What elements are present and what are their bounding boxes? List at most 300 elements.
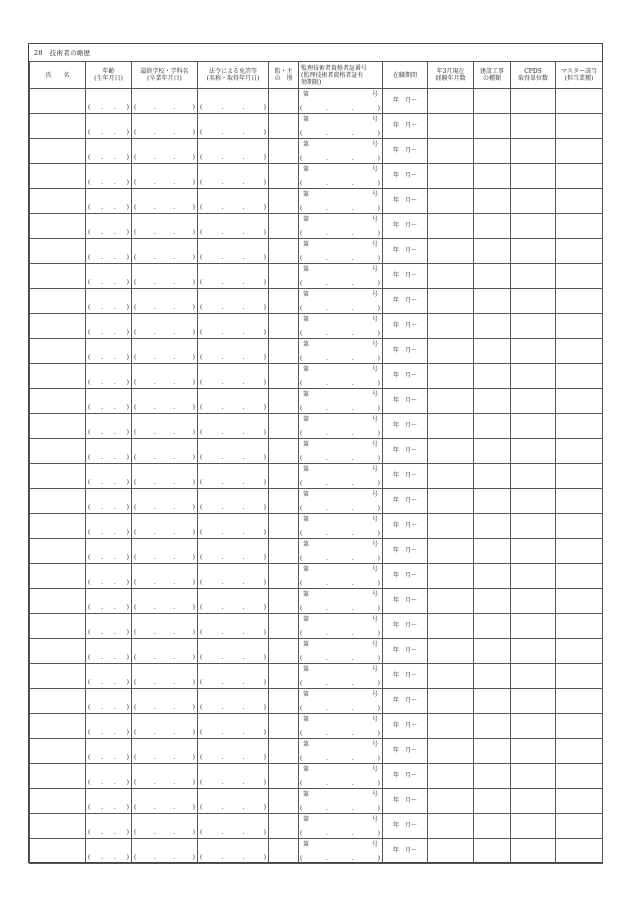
name-cell[interactable] bbox=[30, 139, 86, 164]
license-cell[interactable] bbox=[198, 414, 269, 439]
master-cell[interactable] bbox=[556, 164, 603, 189]
cpds-cell[interactable] bbox=[511, 114, 556, 139]
school-cell[interactable] bbox=[132, 664, 198, 689]
master-cell[interactable] bbox=[556, 789, 603, 814]
master-cell[interactable] bbox=[556, 464, 603, 489]
name-cell[interactable] bbox=[30, 739, 86, 764]
license-cell[interactable] bbox=[198, 189, 269, 214]
age-cell[interactable] bbox=[86, 164, 132, 189]
construction-cell[interactable] bbox=[474, 139, 511, 164]
license-cell[interactable] bbox=[198, 389, 269, 414]
school-cell[interactable] bbox=[132, 464, 198, 489]
cert-cell[interactable] bbox=[299, 114, 383, 139]
experience-cell[interactable] bbox=[428, 214, 474, 239]
supervisor-cell[interactable] bbox=[269, 614, 299, 639]
experience-cell[interactable] bbox=[428, 664, 474, 689]
cert-cell[interactable] bbox=[299, 214, 383, 239]
license-cell[interactable] bbox=[198, 164, 269, 189]
school-cell[interactable] bbox=[132, 839, 198, 864]
experience-cell[interactable] bbox=[428, 89, 474, 114]
name-cell[interactable] bbox=[30, 539, 86, 564]
experience-cell[interactable] bbox=[428, 239, 474, 264]
construction-cell[interactable] bbox=[474, 714, 511, 739]
age-cell[interactable] bbox=[86, 464, 132, 489]
school-cell[interactable] bbox=[132, 514, 198, 539]
cpds-cell[interactable] bbox=[511, 139, 556, 164]
cpds-cell[interactable] bbox=[511, 164, 556, 189]
construction-cell[interactable] bbox=[474, 114, 511, 139]
cert-cell[interactable] bbox=[299, 614, 383, 639]
school-cell[interactable] bbox=[132, 814, 198, 839]
license-cell[interactable] bbox=[198, 789, 269, 814]
experience-cell[interactable] bbox=[428, 139, 474, 164]
name-cell[interactable] bbox=[30, 589, 86, 614]
name-cell[interactable] bbox=[30, 364, 86, 389]
master-cell[interactable] bbox=[556, 439, 603, 464]
name-cell[interactable] bbox=[30, 189, 86, 214]
construction-cell[interactable] bbox=[474, 464, 511, 489]
license-cell[interactable] bbox=[198, 489, 269, 514]
school-cell[interactable] bbox=[132, 264, 198, 289]
supervisor-cell[interactable] bbox=[269, 214, 299, 239]
construction-cell[interactable] bbox=[474, 264, 511, 289]
tenure-cell[interactable] bbox=[383, 164, 428, 189]
license-cell[interactable] bbox=[198, 539, 269, 564]
cert-cell[interactable] bbox=[299, 514, 383, 539]
cpds-cell[interactable] bbox=[511, 364, 556, 389]
school-cell[interactable] bbox=[132, 764, 198, 789]
experience-cell[interactable] bbox=[428, 689, 474, 714]
license-cell[interactable] bbox=[198, 439, 269, 464]
experience-cell[interactable] bbox=[428, 189, 474, 214]
age-cell[interactable] bbox=[86, 314, 132, 339]
tenure-cell[interactable] bbox=[383, 214, 428, 239]
cert-cell[interactable] bbox=[299, 839, 383, 864]
master-cell[interactable] bbox=[556, 389, 603, 414]
experience-cell[interactable] bbox=[428, 489, 474, 514]
master-cell[interactable] bbox=[556, 689, 603, 714]
age-cell[interactable] bbox=[86, 539, 132, 564]
experience-cell[interactable] bbox=[428, 839, 474, 864]
tenure-cell[interactable] bbox=[383, 639, 428, 664]
license-cell[interactable] bbox=[198, 289, 269, 314]
tenure-cell[interactable] bbox=[383, 614, 428, 639]
tenure-cell[interactable] bbox=[383, 89, 428, 114]
license-cell[interactable] bbox=[198, 339, 269, 364]
master-cell[interactable] bbox=[556, 364, 603, 389]
tenure-cell[interactable] bbox=[383, 314, 428, 339]
name-cell[interactable] bbox=[30, 839, 86, 864]
supervisor-cell[interactable] bbox=[269, 639, 299, 664]
age-cell[interactable] bbox=[86, 589, 132, 614]
supervisor-cell[interactable] bbox=[269, 789, 299, 814]
construction-cell[interactable] bbox=[474, 364, 511, 389]
cert-cell[interactable] bbox=[299, 339, 383, 364]
age-cell[interactable] bbox=[86, 764, 132, 789]
master-cell[interactable] bbox=[556, 739, 603, 764]
experience-cell[interactable] bbox=[428, 564, 474, 589]
age-cell[interactable] bbox=[86, 564, 132, 589]
supervisor-cell[interactable] bbox=[269, 114, 299, 139]
license-cell[interactable] bbox=[198, 464, 269, 489]
master-cell[interactable] bbox=[556, 239, 603, 264]
master-cell[interactable] bbox=[556, 189, 603, 214]
supervisor-cell[interactable] bbox=[269, 514, 299, 539]
age-cell[interactable] bbox=[86, 514, 132, 539]
supervisor-cell[interactable] bbox=[269, 489, 299, 514]
license-cell[interactable] bbox=[198, 814, 269, 839]
cpds-cell[interactable] bbox=[511, 689, 556, 714]
cert-cell[interactable] bbox=[299, 564, 383, 589]
master-cell[interactable] bbox=[556, 89, 603, 114]
age-cell[interactable] bbox=[86, 664, 132, 689]
cert-cell[interactable] bbox=[299, 489, 383, 514]
master-cell[interactable] bbox=[556, 614, 603, 639]
name-cell[interactable] bbox=[30, 564, 86, 589]
cpds-cell[interactable] bbox=[511, 264, 556, 289]
school-cell[interactable] bbox=[132, 439, 198, 464]
name-cell[interactable] bbox=[30, 514, 86, 539]
license-cell[interactable] bbox=[198, 639, 269, 664]
name-cell[interactable] bbox=[30, 464, 86, 489]
master-cell[interactable] bbox=[556, 489, 603, 514]
cert-cell[interactable] bbox=[299, 439, 383, 464]
license-cell[interactable] bbox=[198, 514, 269, 539]
school-cell[interactable] bbox=[132, 339, 198, 364]
supervisor-cell[interactable] bbox=[269, 814, 299, 839]
license-cell[interactable] bbox=[198, 239, 269, 264]
cpds-cell[interactable] bbox=[511, 714, 556, 739]
school-cell[interactable] bbox=[132, 539, 198, 564]
cert-cell[interactable] bbox=[299, 289, 383, 314]
name-cell[interactable] bbox=[30, 664, 86, 689]
name-cell[interactable] bbox=[30, 339, 86, 364]
experience-cell[interactable] bbox=[428, 164, 474, 189]
school-cell[interactable] bbox=[132, 689, 198, 714]
supervisor-cell[interactable] bbox=[269, 564, 299, 589]
supervisor-cell[interactable] bbox=[269, 439, 299, 464]
experience-cell[interactable] bbox=[428, 114, 474, 139]
supervisor-cell[interactable] bbox=[269, 264, 299, 289]
cpds-cell[interactable] bbox=[511, 89, 556, 114]
cert-cell[interactable] bbox=[299, 689, 383, 714]
supervisor-cell[interactable] bbox=[269, 589, 299, 614]
cpds-cell[interactable] bbox=[511, 814, 556, 839]
school-cell[interactable] bbox=[132, 114, 198, 139]
master-cell[interactable] bbox=[556, 664, 603, 689]
cpds-cell[interactable] bbox=[511, 489, 556, 514]
license-cell[interactable] bbox=[198, 739, 269, 764]
cert-cell[interactable] bbox=[299, 639, 383, 664]
age-cell[interactable] bbox=[86, 689, 132, 714]
name-cell[interactable] bbox=[30, 389, 86, 414]
construction-cell[interactable] bbox=[474, 414, 511, 439]
cert-cell[interactable] bbox=[299, 164, 383, 189]
school-cell[interactable] bbox=[132, 489, 198, 514]
experience-cell[interactable] bbox=[428, 639, 474, 664]
construction-cell[interactable] bbox=[474, 239, 511, 264]
tenure-cell[interactable] bbox=[383, 739, 428, 764]
experience-cell[interactable] bbox=[428, 614, 474, 639]
license-cell[interactable] bbox=[198, 589, 269, 614]
construction-cell[interactable] bbox=[474, 789, 511, 814]
school-cell[interactable] bbox=[132, 639, 198, 664]
cert-cell[interactable] bbox=[299, 464, 383, 489]
tenure-cell[interactable] bbox=[383, 289, 428, 314]
cpds-cell[interactable] bbox=[511, 314, 556, 339]
supervisor-cell[interactable] bbox=[269, 739, 299, 764]
license-cell[interactable] bbox=[198, 614, 269, 639]
experience-cell[interactable] bbox=[428, 764, 474, 789]
tenure-cell[interactable] bbox=[383, 589, 428, 614]
age-cell[interactable] bbox=[86, 414, 132, 439]
tenure-cell[interactable] bbox=[383, 389, 428, 414]
experience-cell[interactable] bbox=[428, 339, 474, 364]
school-cell[interactable] bbox=[132, 414, 198, 439]
experience-cell[interactable] bbox=[428, 439, 474, 464]
experience-cell[interactable] bbox=[428, 464, 474, 489]
supervisor-cell[interactable] bbox=[269, 839, 299, 864]
cert-cell[interactable] bbox=[299, 89, 383, 114]
tenure-cell[interactable] bbox=[383, 839, 428, 864]
license-cell[interactable] bbox=[198, 89, 269, 114]
age-cell[interactable] bbox=[86, 439, 132, 464]
construction-cell[interactable] bbox=[474, 489, 511, 514]
master-cell[interactable] bbox=[556, 414, 603, 439]
age-cell[interactable] bbox=[86, 614, 132, 639]
tenure-cell[interactable] bbox=[383, 814, 428, 839]
license-cell[interactable] bbox=[198, 214, 269, 239]
license-cell[interactable] bbox=[198, 664, 269, 689]
cert-cell[interactable] bbox=[299, 539, 383, 564]
tenure-cell[interactable] bbox=[383, 239, 428, 264]
tenure-cell[interactable] bbox=[383, 789, 428, 814]
construction-cell[interactable] bbox=[474, 214, 511, 239]
supervisor-cell[interactable] bbox=[269, 464, 299, 489]
age-cell[interactable] bbox=[86, 639, 132, 664]
construction-cell[interactable] bbox=[474, 589, 511, 614]
cpds-cell[interactable] bbox=[511, 789, 556, 814]
construction-cell[interactable] bbox=[474, 814, 511, 839]
tenure-cell[interactable] bbox=[383, 114, 428, 139]
master-cell[interactable] bbox=[556, 839, 603, 864]
school-cell[interactable] bbox=[132, 739, 198, 764]
supervisor-cell[interactable] bbox=[269, 289, 299, 314]
master-cell[interactable] bbox=[556, 514, 603, 539]
name-cell[interactable] bbox=[30, 814, 86, 839]
experience-cell[interactable] bbox=[428, 514, 474, 539]
construction-cell[interactable] bbox=[474, 314, 511, 339]
cert-cell[interactable] bbox=[299, 314, 383, 339]
age-cell[interactable] bbox=[86, 89, 132, 114]
age-cell[interactable] bbox=[86, 489, 132, 514]
cpds-cell[interactable] bbox=[511, 589, 556, 614]
master-cell[interactable] bbox=[556, 314, 603, 339]
age-cell[interactable] bbox=[86, 264, 132, 289]
age-cell[interactable] bbox=[86, 389, 132, 414]
cpds-cell[interactable] bbox=[511, 464, 556, 489]
master-cell[interactable] bbox=[556, 539, 603, 564]
age-cell[interactable] bbox=[86, 139, 132, 164]
experience-cell[interactable] bbox=[428, 739, 474, 764]
tenure-cell[interactable] bbox=[383, 689, 428, 714]
age-cell[interactable] bbox=[86, 214, 132, 239]
license-cell[interactable] bbox=[198, 264, 269, 289]
construction-cell[interactable] bbox=[474, 739, 511, 764]
construction-cell[interactable] bbox=[474, 389, 511, 414]
school-cell[interactable] bbox=[132, 214, 198, 239]
school-cell[interactable] bbox=[132, 714, 198, 739]
cpds-cell[interactable] bbox=[511, 839, 556, 864]
tenure-cell[interactable] bbox=[383, 489, 428, 514]
supervisor-cell[interactable] bbox=[269, 339, 299, 364]
license-cell[interactable] bbox=[198, 839, 269, 864]
name-cell[interactable] bbox=[30, 789, 86, 814]
name-cell[interactable] bbox=[30, 164, 86, 189]
name-cell[interactable] bbox=[30, 439, 86, 464]
supervisor-cell[interactable] bbox=[269, 389, 299, 414]
school-cell[interactable] bbox=[132, 389, 198, 414]
cert-cell[interactable] bbox=[299, 589, 383, 614]
name-cell[interactable] bbox=[30, 314, 86, 339]
construction-cell[interactable] bbox=[474, 664, 511, 689]
cert-cell[interactable] bbox=[299, 664, 383, 689]
construction-cell[interactable] bbox=[474, 639, 511, 664]
cert-cell[interactable] bbox=[299, 264, 383, 289]
cert-cell[interactable] bbox=[299, 139, 383, 164]
cert-cell[interactable] bbox=[299, 389, 383, 414]
cpds-cell[interactable] bbox=[511, 614, 556, 639]
name-cell[interactable] bbox=[30, 614, 86, 639]
experience-cell[interactable] bbox=[428, 264, 474, 289]
name-cell[interactable] bbox=[30, 764, 86, 789]
experience-cell[interactable] bbox=[428, 314, 474, 339]
cpds-cell[interactable] bbox=[511, 439, 556, 464]
cpds-cell[interactable] bbox=[511, 639, 556, 664]
tenure-cell[interactable] bbox=[383, 364, 428, 389]
tenure-cell[interactable] bbox=[383, 189, 428, 214]
tenure-cell[interactable] bbox=[383, 564, 428, 589]
cpds-cell[interactable] bbox=[511, 664, 556, 689]
tenure-cell[interactable] bbox=[383, 764, 428, 789]
master-cell[interactable] bbox=[556, 714, 603, 739]
name-cell[interactable] bbox=[30, 689, 86, 714]
supervisor-cell[interactable] bbox=[269, 189, 299, 214]
master-cell[interactable] bbox=[556, 139, 603, 164]
license-cell[interactable] bbox=[198, 714, 269, 739]
age-cell[interactable] bbox=[86, 364, 132, 389]
name-cell[interactable] bbox=[30, 114, 86, 139]
construction-cell[interactable] bbox=[474, 439, 511, 464]
cert-cell[interactable] bbox=[299, 739, 383, 764]
supervisor-cell[interactable] bbox=[269, 139, 299, 164]
supervisor-cell[interactable] bbox=[269, 414, 299, 439]
name-cell[interactable] bbox=[30, 214, 86, 239]
cpds-cell[interactable] bbox=[511, 764, 556, 789]
cert-cell[interactable] bbox=[299, 714, 383, 739]
name-cell[interactable] bbox=[30, 489, 86, 514]
experience-cell[interactable] bbox=[428, 289, 474, 314]
tenure-cell[interactable] bbox=[383, 464, 428, 489]
school-cell[interactable] bbox=[132, 614, 198, 639]
name-cell[interactable] bbox=[30, 289, 86, 314]
cert-cell[interactable] bbox=[299, 764, 383, 789]
cert-cell[interactable] bbox=[299, 364, 383, 389]
license-cell[interactable] bbox=[198, 139, 269, 164]
experience-cell[interactable] bbox=[428, 589, 474, 614]
school-cell[interactable] bbox=[132, 139, 198, 164]
construction-cell[interactable] bbox=[474, 514, 511, 539]
experience-cell[interactable] bbox=[428, 714, 474, 739]
tenure-cell[interactable] bbox=[383, 439, 428, 464]
cpds-cell[interactable] bbox=[511, 539, 556, 564]
license-cell[interactable] bbox=[198, 764, 269, 789]
school-cell[interactable] bbox=[132, 589, 198, 614]
cpds-cell[interactable] bbox=[511, 389, 556, 414]
supervisor-cell[interactable] bbox=[269, 89, 299, 114]
cert-cell[interactable] bbox=[299, 789, 383, 814]
master-cell[interactable] bbox=[556, 564, 603, 589]
supervisor-cell[interactable] bbox=[269, 664, 299, 689]
age-cell[interactable] bbox=[86, 739, 132, 764]
supervisor-cell[interactable] bbox=[269, 314, 299, 339]
age-cell[interactable] bbox=[86, 239, 132, 264]
cpds-cell[interactable] bbox=[511, 564, 556, 589]
experience-cell[interactable] bbox=[428, 389, 474, 414]
cpds-cell[interactable] bbox=[511, 414, 556, 439]
cpds-cell[interactable] bbox=[511, 189, 556, 214]
tenure-cell[interactable] bbox=[383, 139, 428, 164]
name-cell[interactable] bbox=[30, 414, 86, 439]
school-cell[interactable] bbox=[132, 289, 198, 314]
age-cell[interactable] bbox=[86, 814, 132, 839]
license-cell[interactable] bbox=[198, 689, 269, 714]
master-cell[interactable] bbox=[556, 114, 603, 139]
construction-cell[interactable] bbox=[474, 689, 511, 714]
cpds-cell[interactable] bbox=[511, 514, 556, 539]
age-cell[interactable] bbox=[86, 714, 132, 739]
age-cell[interactable] bbox=[86, 189, 132, 214]
tenure-cell[interactable] bbox=[383, 339, 428, 364]
name-cell[interactable] bbox=[30, 89, 86, 114]
master-cell[interactable] bbox=[556, 339, 603, 364]
license-cell[interactable] bbox=[198, 314, 269, 339]
tenure-cell[interactable] bbox=[383, 664, 428, 689]
name-cell[interactable] bbox=[30, 239, 86, 264]
tenure-cell[interactable] bbox=[383, 414, 428, 439]
school-cell[interactable] bbox=[132, 89, 198, 114]
tenure-cell[interactable] bbox=[383, 714, 428, 739]
master-cell[interactable] bbox=[556, 289, 603, 314]
cert-cell[interactable] bbox=[299, 189, 383, 214]
master-cell[interactable] bbox=[556, 589, 603, 614]
age-cell[interactable] bbox=[86, 114, 132, 139]
school-cell[interactable] bbox=[132, 364, 198, 389]
construction-cell[interactable] bbox=[474, 189, 511, 214]
construction-cell[interactable] bbox=[474, 289, 511, 314]
cpds-cell[interactable] bbox=[511, 239, 556, 264]
experience-cell[interactable] bbox=[428, 789, 474, 814]
experience-cell[interactable] bbox=[428, 364, 474, 389]
construction-cell[interactable] bbox=[474, 539, 511, 564]
tenure-cell[interactable] bbox=[383, 264, 428, 289]
supervisor-cell[interactable] bbox=[269, 239, 299, 264]
school-cell[interactable] bbox=[132, 314, 198, 339]
experience-cell[interactable] bbox=[428, 539, 474, 564]
name-cell[interactable] bbox=[30, 264, 86, 289]
age-cell[interactable] bbox=[86, 289, 132, 314]
supervisor-cell[interactable] bbox=[269, 714, 299, 739]
